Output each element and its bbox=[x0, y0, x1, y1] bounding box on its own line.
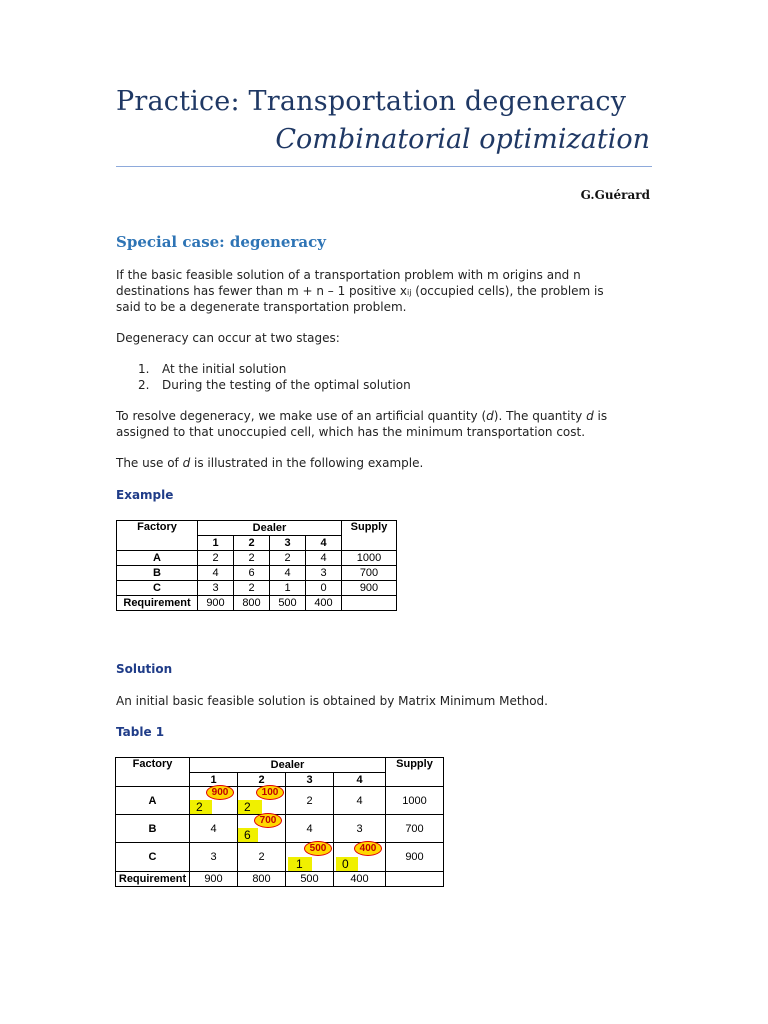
factory-label: B bbox=[116, 815, 190, 843]
cost-value: 2 bbox=[244, 800, 251, 814]
requirement-label: Requirement bbox=[116, 872, 190, 887]
table-row bbox=[117, 596, 397, 611]
dealer-number: 2 bbox=[238, 773, 286, 787]
requirement-cell: 400 bbox=[334, 872, 386, 887]
requirement-cell: 400 bbox=[306, 596, 342, 611]
document-title: Practice: Transportation degeneracy bbox=[116, 86, 627, 117]
cost-value: 0 bbox=[342, 857, 349, 871]
allocation-oval: 400 bbox=[354, 841, 382, 856]
solution-heading: Solution bbox=[116, 662, 173, 676]
cost-cell: 2 bbox=[234, 551, 270, 566]
table-row bbox=[117, 581, 397, 596]
table-row bbox=[116, 787, 444, 815]
dealer-number: 3 bbox=[286, 773, 334, 787]
factory-label: C bbox=[116, 843, 190, 872]
requirement-cell: 900 bbox=[190, 872, 238, 887]
factory-header: Factory bbox=[117, 521, 198, 551]
cost-cell: 0 bbox=[306, 581, 342, 596]
allocated-cell bbox=[190, 787, 238, 815]
factory-label: A bbox=[116, 787, 190, 815]
title-divider bbox=[116, 166, 652, 167]
cost-cell: 3 bbox=[334, 815, 386, 843]
allocation-oval: 500 bbox=[304, 841, 332, 856]
cost-cell: 3 bbox=[198, 581, 234, 596]
intro-line-1: If the basic feasible solution of a transportation problem with m origins and n bbox=[116, 268, 581, 282]
cost-cell: 4 bbox=[190, 815, 238, 843]
cost-cell: 4 bbox=[270, 566, 306, 581]
cost-cell: 2 bbox=[270, 551, 306, 566]
stages-intro: Degeneracy can occur at two stages: bbox=[116, 331, 340, 345]
cost-cell: 3 bbox=[190, 843, 238, 872]
cost-value: 1 bbox=[296, 857, 303, 871]
dealer-header: Dealer bbox=[198, 521, 342, 536]
cost-cell: 2 bbox=[198, 551, 234, 566]
supply-cell: 900 bbox=[386, 843, 444, 872]
cost-cell: 4 bbox=[334, 787, 386, 815]
cost-cell: 1 bbox=[270, 581, 306, 596]
factory-label: A bbox=[117, 551, 198, 566]
solution-text: An initial basic feasible solution is obtained by Matrix Minimum Method. bbox=[116, 694, 548, 708]
requirement-cell: 900 bbox=[198, 596, 234, 611]
table-row bbox=[116, 872, 444, 887]
allocated-cell bbox=[238, 815, 286, 843]
list-item: 1. At the initial solution bbox=[138, 362, 287, 376]
supply-cell: 700 bbox=[386, 815, 444, 843]
factory-label: C bbox=[117, 581, 198, 596]
table-1 bbox=[115, 757, 444, 887]
supply-header: Supply bbox=[342, 521, 397, 551]
cost-value: 2 bbox=[196, 800, 203, 814]
table1-heading: Table 1 bbox=[116, 725, 165, 739]
supply-header: Supply bbox=[386, 758, 444, 787]
example-heading: Example bbox=[116, 488, 174, 502]
intro-line-3: said to be a degenerate transportation problem. bbox=[116, 300, 407, 314]
table-row bbox=[117, 566, 397, 581]
supply-cell: 900 bbox=[342, 581, 397, 596]
cost-cell: 4 bbox=[198, 566, 234, 581]
example-table bbox=[116, 520, 397, 611]
empty-cell bbox=[386, 872, 444, 887]
intro-line-2: destinations has fewer than m + n – 1 positive xij (occupied cells), the problem is bbox=[116, 283, 604, 298]
allocation-oval: 900 bbox=[206, 785, 234, 800]
cost-cell: 2 bbox=[238, 843, 286, 872]
stages-list bbox=[138, 362, 411, 393]
table-row bbox=[116, 843, 444, 872]
requirement-cell: 800 bbox=[234, 596, 270, 611]
factory-label: B bbox=[117, 566, 198, 581]
cost-cell: 4 bbox=[286, 815, 334, 843]
dealer-number: 4 bbox=[306, 536, 342, 551]
allocated-cell bbox=[286, 843, 334, 872]
cost-cell: 4 bbox=[306, 551, 342, 566]
table-row bbox=[116, 815, 444, 843]
dealer-number: 1 bbox=[190, 773, 238, 787]
supply-cell: 1000 bbox=[342, 551, 397, 566]
dealer-number: 1 bbox=[198, 536, 234, 551]
list-item: 2. During the testing of the optimal solution bbox=[138, 377, 411, 392]
cost-cell: 2 bbox=[234, 581, 270, 596]
resolve-paragraph bbox=[116, 409, 656, 440]
cost-cell: 3 bbox=[306, 566, 342, 581]
requirement-label: Requirement bbox=[117, 596, 198, 611]
document-subtitle: Combinatorial optimization bbox=[275, 124, 650, 155]
allocation-oval: 700 bbox=[254, 813, 282, 828]
supply-cell: 1000 bbox=[386, 787, 444, 815]
requirement-cell: 500 bbox=[270, 596, 306, 611]
cost-value: 6 bbox=[244, 828, 251, 842]
resolve-line-1: To resolve degeneracy, we make use of an artificial quantity (d). The quantity d is bbox=[116, 409, 608, 423]
dealer-number: 2 bbox=[234, 536, 270, 551]
allocated-cell bbox=[334, 843, 386, 872]
intro-paragraph bbox=[116, 268, 656, 316]
dealer-number: 3 bbox=[270, 536, 306, 551]
table-row bbox=[117, 551, 397, 566]
factory-header: Factory bbox=[116, 758, 190, 787]
resolve-line-2: assigned to that unoccupied cell, which has the minimum transportation cost. bbox=[116, 424, 586, 439]
use-paragraph: The use of d is illustrated in the following example. bbox=[116, 456, 424, 470]
author: G.Guérard bbox=[580, 188, 650, 202]
dealer-header: Dealer bbox=[190, 758, 386, 773]
requirement-cell: 500 bbox=[286, 872, 334, 887]
supply-cell: 700 bbox=[342, 566, 397, 581]
cost-cell: 6 bbox=[234, 566, 270, 581]
cost-cell: 2 bbox=[286, 787, 334, 815]
requirement-cell: 800 bbox=[238, 872, 286, 887]
allocation-oval: 100 bbox=[256, 785, 284, 800]
section-heading: Special case: degeneracy bbox=[116, 233, 326, 251]
empty-cell bbox=[342, 596, 397, 611]
dealer-number: 4 bbox=[334, 773, 386, 787]
allocated-cell bbox=[238, 787, 286, 815]
